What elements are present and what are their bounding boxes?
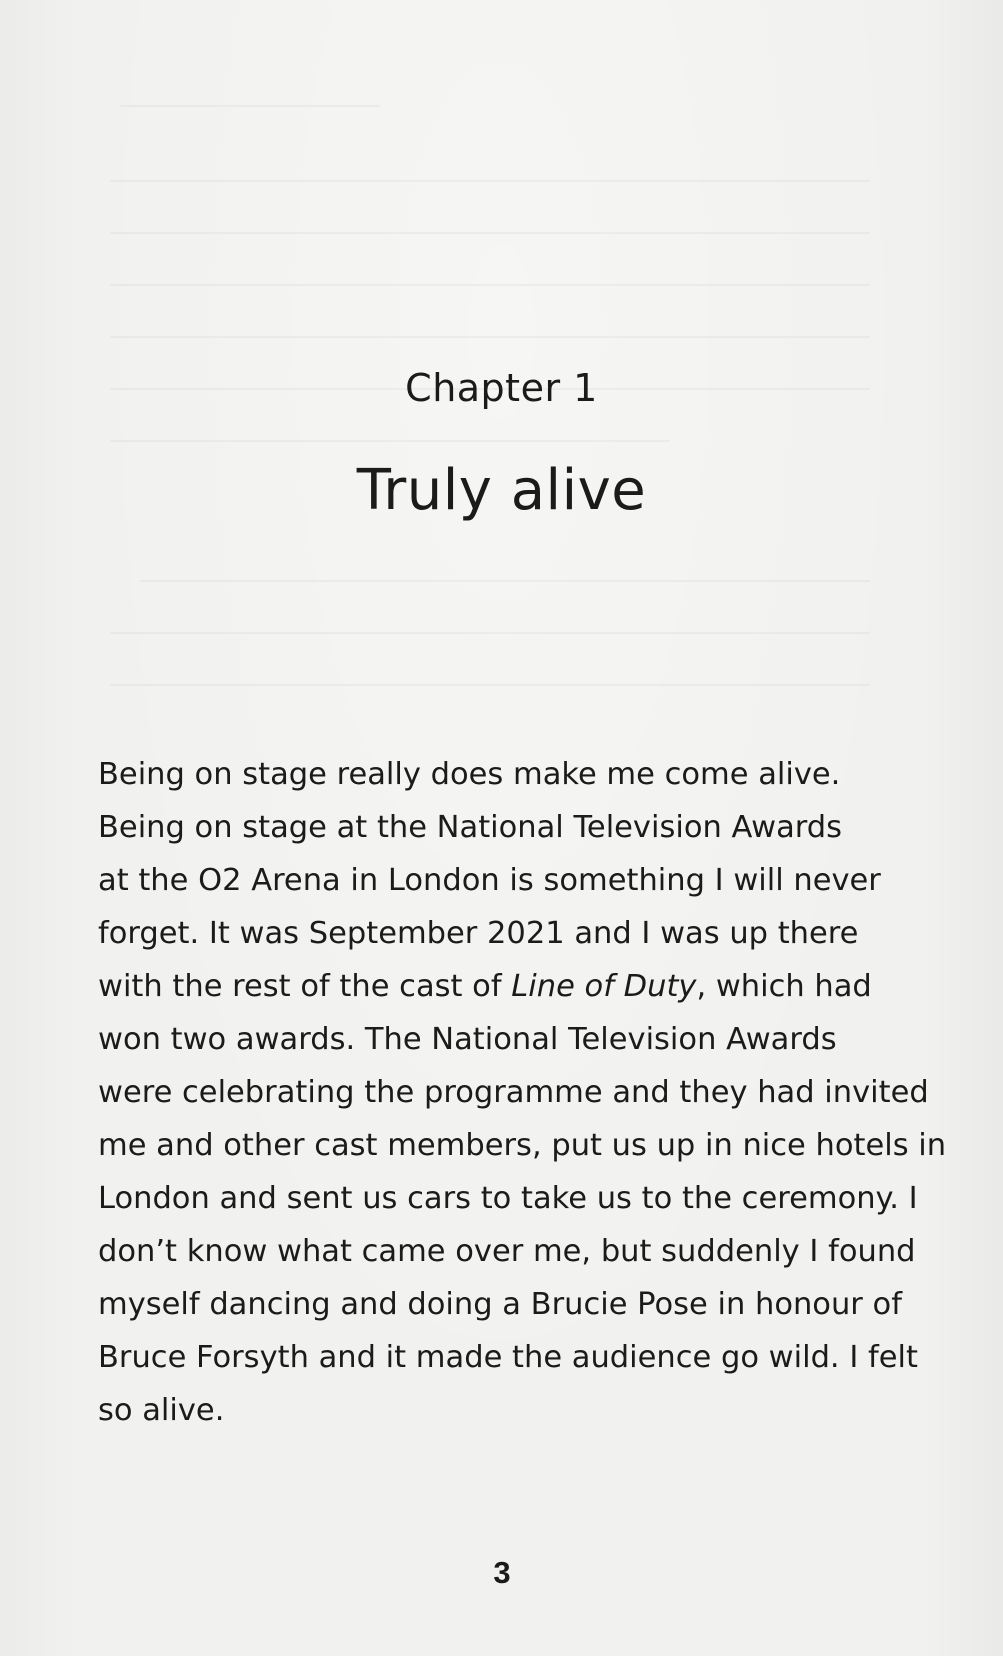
text-run: , which had xyxy=(696,969,872,1004)
text-line: Bruce Forsyth and it made the audience go wild. I felt xyxy=(98,1340,918,1375)
text-line: Being on stage really does make me come alive. xyxy=(98,757,841,792)
show-through-mark xyxy=(140,580,870,582)
text-line: were celebrating the programme and they had invited xyxy=(98,1075,929,1110)
text-line: so alive. xyxy=(98,1393,225,1428)
text-line: me and other cast members, put us up in nice hotels in xyxy=(98,1128,947,1163)
show-through-mark xyxy=(120,105,380,107)
text-line: at the O2 Arena in London is something I will never xyxy=(98,863,881,898)
text-line: don’t know what came over me, but suddenly I found xyxy=(98,1234,916,1269)
text-line: myself dancing and doing a Brucie Pose in honour of xyxy=(98,1287,902,1322)
programme-title: Line of Duty xyxy=(511,969,697,1004)
chapter-title: Truly alive xyxy=(356,458,647,523)
text-line: London and sent us cars to take us to the ceremony. I xyxy=(98,1181,918,1216)
chapter-label: Chapter 1 xyxy=(405,366,598,410)
show-through-mark xyxy=(110,180,870,182)
show-through-mark xyxy=(110,632,870,634)
text-run: with the rest of the cast of xyxy=(98,969,512,1004)
show-through-mark xyxy=(110,684,870,686)
body-paragraph xyxy=(98,748,947,1437)
page-number: 3 xyxy=(493,1555,510,1590)
show-through-mark xyxy=(110,232,870,234)
text-line: won two awards. The National Television Awards xyxy=(98,1022,837,1057)
text-line xyxy=(98,960,928,1013)
text-line: Being on stage at the National Television Awards xyxy=(98,810,843,845)
show-through-mark xyxy=(110,336,870,338)
text-line: forget. It was September 2021 and I was up there xyxy=(98,916,859,951)
show-through-mark xyxy=(110,440,670,442)
show-through-mark xyxy=(110,284,870,286)
